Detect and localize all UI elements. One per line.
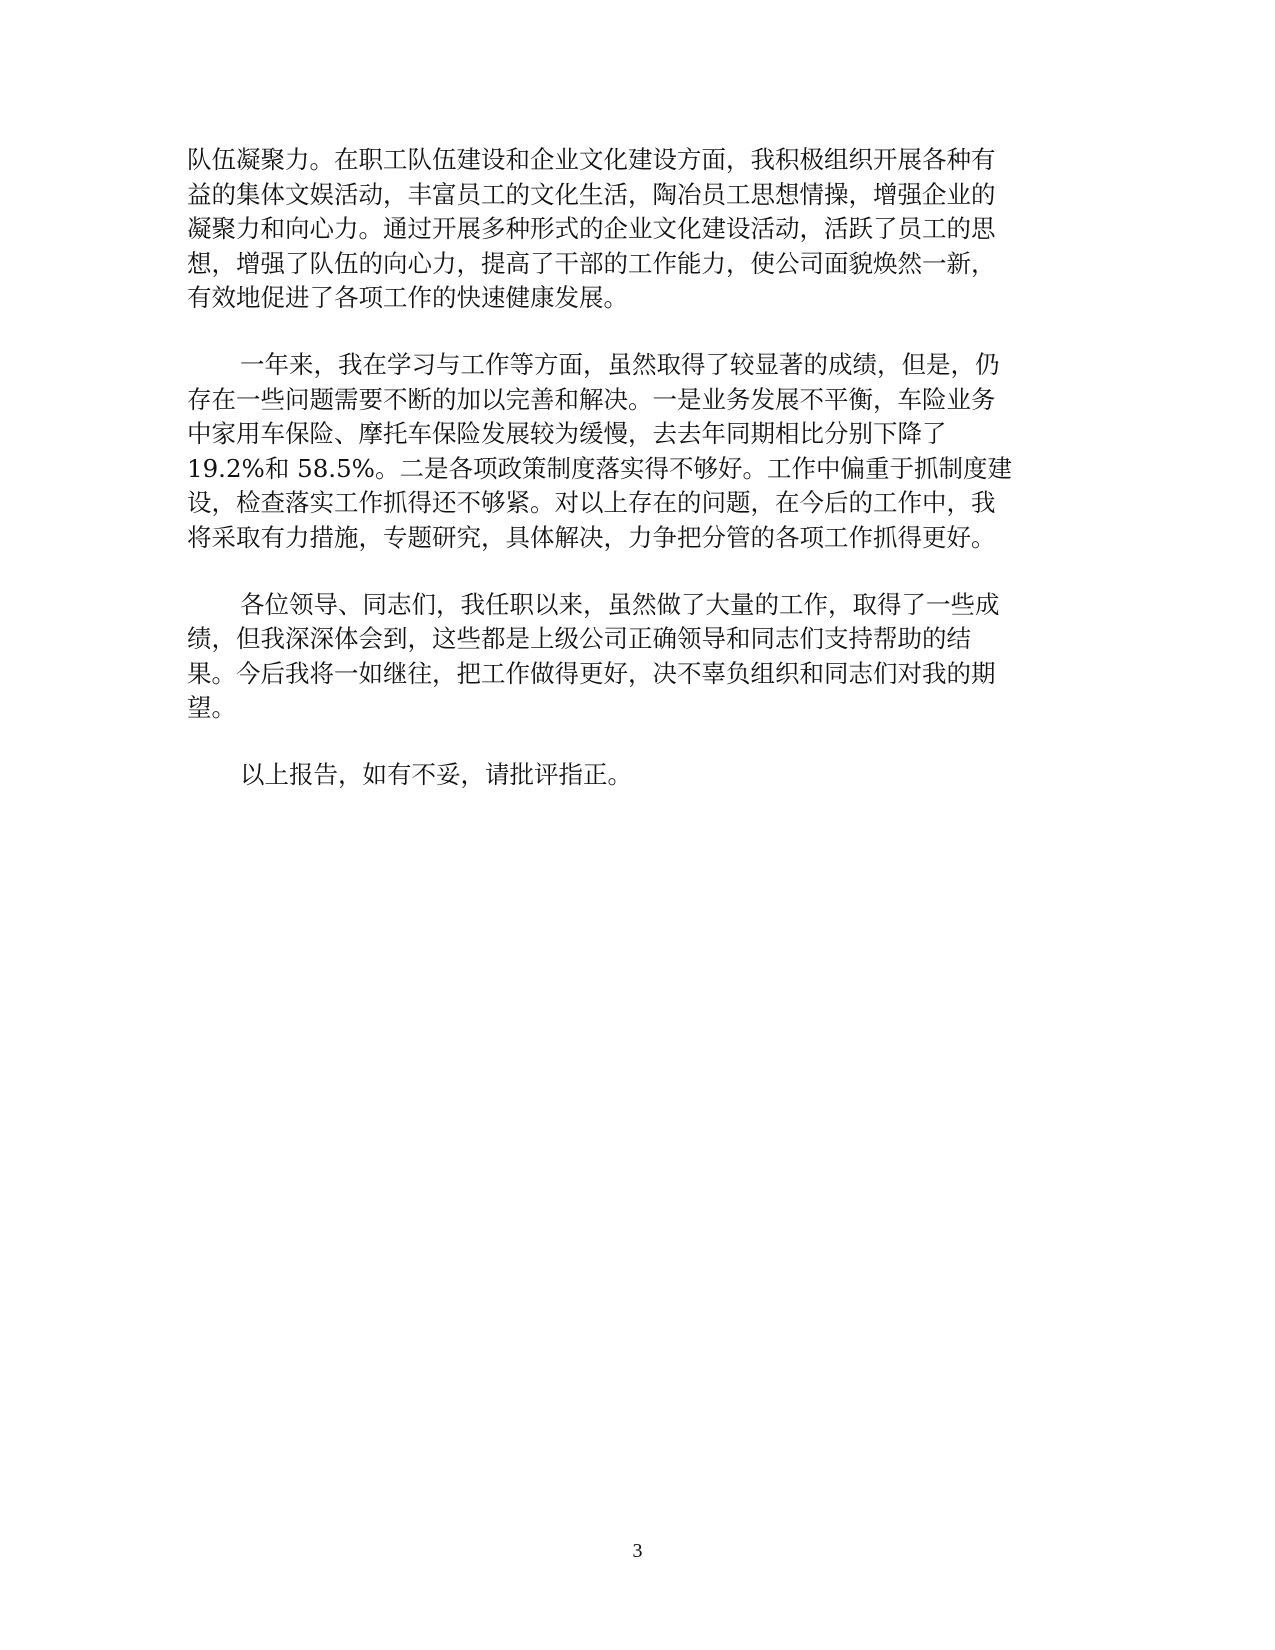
paragraph-line: 中家用车保险、摩托车保险发展较为缓慢，去去年同期相比分别下降了 (187, 419, 947, 449)
paragraph-line: 望。 (187, 693, 236, 723)
paragraph-line: 凝聚力和向心力。通过开展多种形式的企业文化建设活动，活跃了员工的思 (187, 214, 996, 244)
paragraph-2 (187, 348, 1087, 556)
paragraph-1 (187, 143, 1087, 316)
paragraph-line: 以上报告，如有不妥，请批评指正。 (240, 759, 632, 789)
paragraph-spacer (187, 726, 1087, 758)
paragraph-line: 益的集体文娱活动，丰富员工的文化生活，陶冶员工思想情操，增强企业的 (187, 179, 996, 209)
paragraph-line: 有效地促进了各项工作的快速健康发展。 (187, 283, 628, 313)
paragraph-line: 各位领导、同志们，我任职以来，虽然做了大量的工作，取得了一些成 (240, 589, 1000, 619)
page-number: 3 (632, 1540, 643, 1562)
paragraph-line: 将采取有力措施，专题研究，具体解决，力争把分管的各项工作抓得更好。 (187, 522, 996, 552)
paragraph-line: 19.2%和 58.5%。二是各项政策制度落实得不够好。工作中偏重于抓制度建 (187, 453, 1012, 483)
paragraph-spacer (187, 316, 1087, 348)
document-body (187, 143, 1087, 793)
paragraph-line: 设，检查落实工作抓得还不够紧。对以上存在的问题，在今后的工作中，我 (187, 488, 996, 518)
paragraph-line: 存在一些问题需要不断的加以完善和解决。一是业务发展不平衡，车险业务 (187, 384, 996, 414)
paragraph-line: 队伍凝聚力。在职工队伍建设和企业文化建设方面，我积极组织开展各种有 (187, 145, 996, 174)
paragraph-line: 想，增强了队伍的向心力，提高了干部的工作能力，使公司面貌焕然一新， (187, 248, 996, 278)
paragraph-3 (187, 588, 1087, 726)
paragraph-4 (187, 758, 1087, 793)
paragraph-line: 绩，但我深深体会到，这些都是上级公司正确领导和同志们支持帮助的结 (187, 624, 971, 654)
paragraph-line: 一年来，我在学习与工作等方面，虽然取得了较显著的成绩，但是，仍 (240, 349, 1000, 379)
paragraph-line: 果。今后我将一如继往，把工作做得更好，决不辜负组织和同志们对我的期 (187, 658, 996, 688)
paragraph-spacer (187, 556, 1087, 588)
